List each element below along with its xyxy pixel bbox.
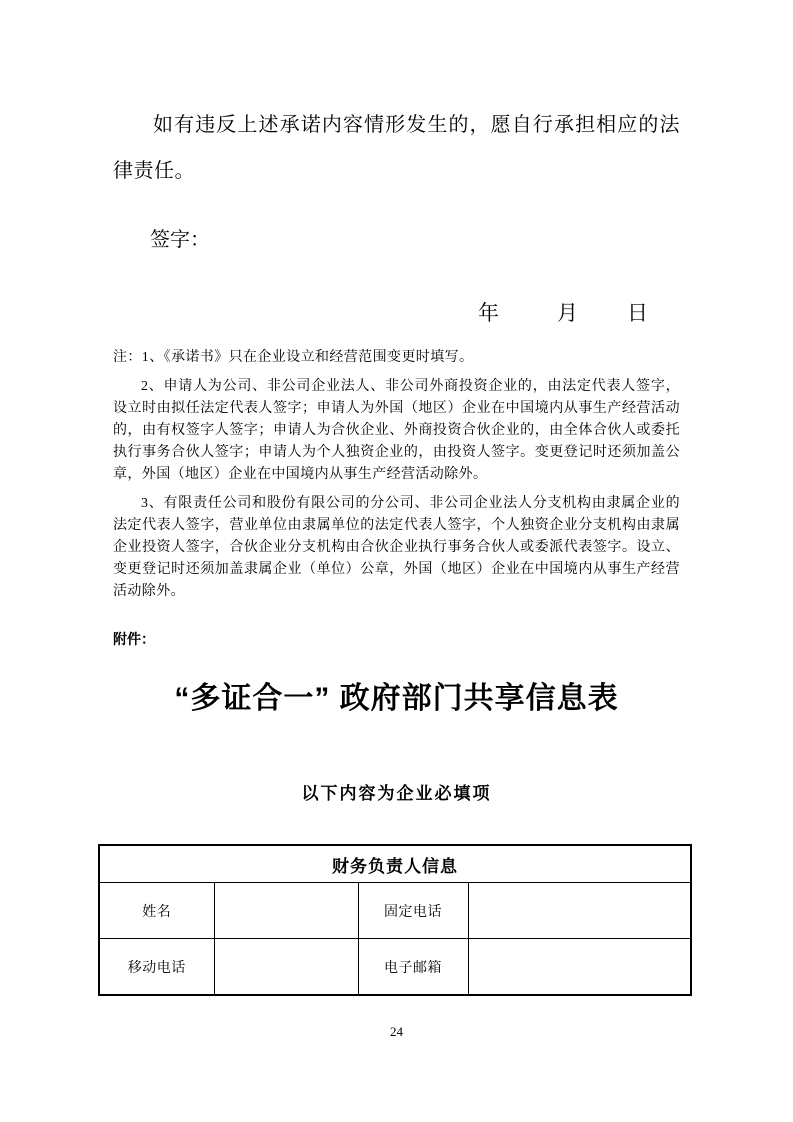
table-row bbox=[99, 939, 691, 996]
document-content bbox=[0, 102, 793, 996]
attachment-label: 附件： bbox=[113, 631, 155, 647]
signature-label: 签字： bbox=[150, 229, 210, 251]
date-day-label: 日 bbox=[627, 301, 648, 325]
required-fields-note: 以下内容为企业必填项 bbox=[301, 784, 492, 803]
notes-section bbox=[113, 347, 680, 603]
name-value-cell bbox=[214, 883, 358, 939]
form-title: “多证合一” 政府部门共享信息表 bbox=[174, 682, 619, 715]
note-1: 注：1、《承诺书》只在企业设立和经营范围变更时填写。 bbox=[113, 350, 474, 365]
mobile-phone-label: 移动电话 bbox=[99, 939, 214, 996]
page-number: 24 bbox=[390, 1024, 403, 1039]
name-label: 姓名 bbox=[99, 883, 214, 939]
date-line bbox=[113, 298, 680, 328]
table-row bbox=[99, 883, 691, 939]
fixed-phone-value-cell bbox=[468, 883, 691, 939]
date-year-label: 年 bbox=[478, 301, 499, 325]
email-value-cell bbox=[468, 939, 691, 996]
table-header-row bbox=[99, 845, 691, 883]
commitment-paragraph: 如有违反上述承诺内容情形发生的，愿自行承担相应的法律责任。 bbox=[113, 114, 680, 182]
table-header: 财务负责人信息 bbox=[99, 845, 691, 883]
email-label: 电子邮箱 bbox=[358, 939, 468, 996]
mobile-phone-value-cell bbox=[214, 939, 358, 996]
note-2: 2、申请人为公司、非公司企业法人、非公司外商投资企业的，由法定代表人签字，设立时由拟任法定代表人签字；申请人为外国（地区）企业在中国境内从事生产经营活动的，由有权签字人签字；申请人为合伙企业、外商投资合伙企业的，由全体合伙人或委托执行事务合伙人签字；申请人为个人独资企业的，由投资人签字。变更登记时还须加盖公章，外国（地区）企业在中国境内从事生产经营活动除外。 bbox=[113, 379, 680, 482]
date-month-label: 月 bbox=[557, 301, 578, 325]
fixed-phone-label: 固定电话 bbox=[358, 883, 468, 939]
finance-contact-table bbox=[98, 844, 692, 996]
note-3: 3、有限责任公司和股份有限公司的分公司、非公司企业法人分支机构由隶属企业的法定代表人签字，营业单位由隶属单位的法定代表人签字，个人独资企业分支机构由隶属企业投资人签字，合伙企业分支机构由合伙企业执行事务合伙人或委派代表签字。设立、变更登记时还须加盖隶属企业（单位）公章，外国（地区）企业在中国境内从事生产经营活动除外。 bbox=[113, 496, 680, 599]
